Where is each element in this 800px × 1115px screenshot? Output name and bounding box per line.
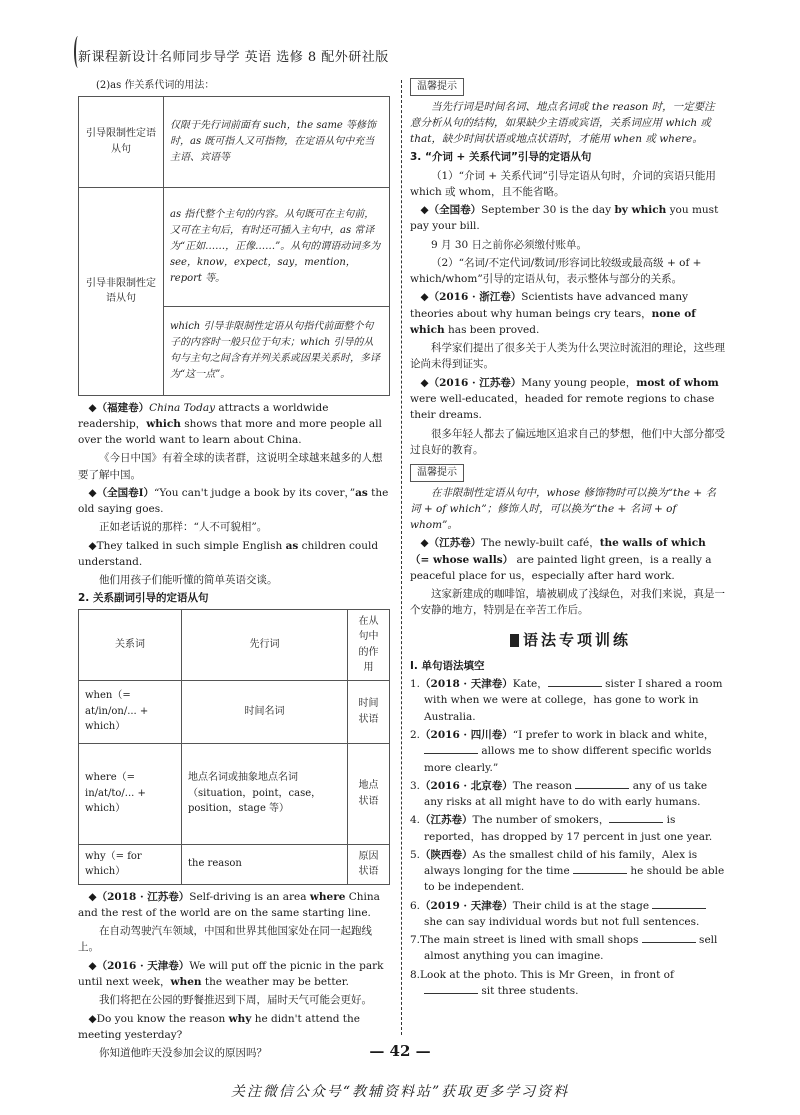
answer-blank[interactable] <box>573 863 627 874</box>
as-row2-label: 引导非限制性定语从句 <box>79 187 164 395</box>
question-text-b: is reported，has dropped by 17 percent in just one year. <box>424 814 713 843</box>
question-text-a: Look at the photo. This is Mr Green，in front of <box>420 968 674 981</box>
example-1-cn: 《今日中国》有着全球的读者群，这说明全球越来越多的人想要了解中国。 <box>78 452 383 481</box>
part-1-heading: Ⅰ. 单句语法填空 <box>410 659 485 672</box>
question-text-a: Kate， <box>512 678 548 691</box>
question-number: 2. <box>410 729 421 742</box>
running-header: 新课程新设计名师同步导学 英语 选修 8 配外研社版 <box>78 50 389 65</box>
as-row2-desc-a: as 指代整个主句的内容。从句既可在主句前，又可在主句后，有时还可插入主句中，as 常译为“正如……，正像……”。从句的谓语动词多为 see，know，expect，say，mention，report 等。 <box>164 187 390 306</box>
table-row: where（= in/at/to/... + which） 地点名词或抽象地点名词（situation，point，case，position，stage 等） 地点状语 <box>79 743 390 844</box>
question-source: （2016 · 四川卷） <box>420 729 513 742</box>
as-heading: (2)as 作关系代词的用法： <box>96 80 215 91</box>
question-item <box>410 812 725 845</box>
example-4-cn: 在自动驾驶汽车领域，中国和世界其他国家处在同一起跑线上。 <box>78 925 372 954</box>
question-list <box>410 676 725 999</box>
page-number: — 42 — <box>369 1042 431 1060</box>
example-9: ◆（2016 · 江苏卷）Many young people，most of whom were well-educated，headed for remote regions to chase their dreams. <box>410 376 719 422</box>
question-number: 4. <box>410 814 421 827</box>
table-row: why（= for which） the reason 原因状语 <box>79 844 390 884</box>
col-header-role: 在从句中的作用 <box>348 609 390 680</box>
question-number: 6. <box>410 899 421 912</box>
example-4: ◆（2018 · 江苏卷）Self-driving is an area where China and the rest of the world are on the same starting line. <box>78 890 380 919</box>
point-2: （2）“名词/不定代词/数词/形容词比较级或最高级 + of + which/whom”引导的定语从句，表示整体与部分的关系。 <box>410 256 702 286</box>
question-number: 7. <box>410 934 421 947</box>
example-3-cn: 他们用孩子们能听懂的简单英语交谈。 <box>99 574 278 587</box>
section-3-heading: 3. “介词 + 关系代词”引导的定语从句 <box>410 151 592 164</box>
answer-blank[interactable] <box>424 983 478 994</box>
example-3: ◆They talked in such simple English as children could understand. <box>78 539 379 568</box>
relative-adverb-table <box>78 609 390 885</box>
question-item <box>410 932 725 965</box>
question-item <box>410 898 725 931</box>
question-text-b: he should be able to be independent. <box>424 865 725 894</box>
question-source: （2019 · 天津卷） <box>420 899 513 912</box>
answer-blank[interactable] <box>642 932 696 943</box>
right-column <box>410 78 725 1001</box>
question-item <box>410 727 725 776</box>
col-header-antecedent: 先行词 <box>182 609 348 680</box>
question-text-a: “I prefer to work in black and white， <box>512 729 715 742</box>
question-item <box>410 967 725 1000</box>
question-source: （陕西卷） <box>420 848 473 861</box>
as-row2-desc-b: which 引导非限制性定语从句指代前面整个句子的内容时一般只位于句末；which 引导的从句与主句之间含有并列关系或因果关系时，多译为“这一点”。 <box>164 306 390 395</box>
question-number: 1. <box>410 678 421 691</box>
example-9-cn: 很多年轻人都去了偏远地区追求自己的梦想，他们中大部分都受过良好的教育。 <box>410 427 725 456</box>
example-2: ◆（全国卷Ⅰ）“You can't judge a book by its cover，”as the old saying goes. <box>78 486 389 516</box>
question-text-a: Their child is at the stage <box>512 899 653 912</box>
example-2-cn: 正如老话说的那样：“人不可貌相”。 <box>99 521 268 534</box>
question-source: （江苏卷） <box>420 814 473 827</box>
point-1: （1）“介词 + 关系代词”引导定语从句时，介词的宾语只能用 which 或 whom，且不能省略。 <box>410 169 716 198</box>
answer-blank[interactable] <box>652 898 706 909</box>
question-number: 3. <box>410 779 421 792</box>
question-source: （2018 · 天津卷） <box>420 678 513 691</box>
tip-2-label: 温馨提示 <box>410 464 464 482</box>
question-number: 8. <box>410 968 421 981</box>
question-text-a: The reason <box>512 779 576 792</box>
left-column <box>78 78 390 1063</box>
question-text-a: As the smallest child of his family，Alex is always longing for the time <box>424 848 698 878</box>
footer-note: 关注微信公众号“教辅资料站”获取更多学习资料 <box>230 1084 570 1100</box>
table-row: when（= at/in/on/... + which） 时间名词 时间状语 <box>79 680 390 743</box>
example-6-cn: 你知道他昨天没参加会议的原因吗？ <box>99 1047 267 1060</box>
question-text-a: The main street is lined with small shops <box>420 934 642 947</box>
as-row1-desc: 仅限于先行词前面有 such，the same 等修饰时，as 既可指人又可指物，在定语从句中充当主语、宾语等 <box>164 96 390 187</box>
column-divider <box>401 80 402 1035</box>
tip-1-label: 温馨提示 <box>410 78 464 96</box>
tip-2-text: 在非限制性定语从句中，whose 修饰物时可以换为“the + 名词 + of which”；修饰人时，可以换为“the + 名词 + of whom”。 <box>410 486 717 532</box>
example-7: ◆（全国卷）September 30 is the day by which you must pay your bill. <box>410 204 719 233</box>
as-row1-label: 引导限制性定语从句 <box>79 96 164 187</box>
as-usage-table <box>78 96 390 396</box>
exercise-banner: 语法专项训练 <box>510 629 725 652</box>
col-header-word: 关系词 <box>79 609 182 680</box>
example-10-cn: 这家新建成的咖啡馆，墙被刷成了浅绿色，对我们来说，真是一个安静的地方，特别是在辛苦工作后。 <box>410 588 725 617</box>
example-5-cn: 我们将把在公园的野餐推迟到下周，届时天气可能会更好。 <box>99 994 372 1007</box>
answer-blank[interactable] <box>575 778 629 789</box>
example-10: ◆（江苏卷）The newly-built café，the walls of which（= whose walls） are painted light green，is a really a peaceful place for us，especially after hard work. <box>410 537 712 582</box>
question-text-b: sit three students. <box>478 985 579 997</box>
question-item <box>410 847 725 896</box>
question-item <box>410 676 725 725</box>
example-6: ◆Do you know the reason why he didn't attend the meeting yesterday? <box>78 1012 360 1041</box>
question-text-a: The number of smokers， <box>472 814 610 827</box>
question-number: 5. <box>410 848 421 861</box>
question-text-b: any of us take any risks at all might have to do with early humans. <box>424 779 708 809</box>
example-8: ◆（2016 · 浙江卷）Scientists have advanced many theories about why human beings cry tears，none of which has been proved. <box>410 291 696 336</box>
example-8-cn: 科学家们提出了很多关于人类为什么哭泣时流泪的理论，这些理论尚未得到证实。 <box>410 342 725 371</box>
question-text-b: allows me to show different specific worlds more clearly.” <box>424 745 712 774</box>
banner-icon <box>510 634 519 647</box>
question-item <box>410 778 725 811</box>
question-source: （2016 · 北京卷） <box>420 779 513 792</box>
question-text-b: sell almost anything you can imagine. <box>424 934 718 963</box>
example-1: ◆（福建卷）China Today attracts a worldwide readership，which shows that more and more people all over the world want to learn about China. <box>78 401 382 447</box>
answer-blank[interactable] <box>609 812 663 823</box>
example-7-cn: 9 月 30 日之前你必须缴付账单。 <box>431 238 588 251</box>
question-text-b: sister I shared a room with when we were at college，has gone to work in Australia. <box>424 678 723 723</box>
question-text-b: she can say individual words but not full sentences. <box>424 915 700 928</box>
tip-1-text: 当先行词是时间名词、地点名词或 the reason 时，一定要注意分析从句的结构，如果缺少主语或宾语，关系词应用 which 或 that，缺少时间状语或地点状语时，才能用 when 或 where。 <box>410 100 715 146</box>
example-5: ◆（2016 · 天津卷）We will put off the picnic in the park until next week，when the weather may be better. <box>78 959 384 989</box>
section-2-heading: 2. 关系副词引导的定语从句 <box>78 592 209 605</box>
answer-blank[interactable] <box>424 743 478 754</box>
answer-blank[interactable] <box>548 676 602 687</box>
